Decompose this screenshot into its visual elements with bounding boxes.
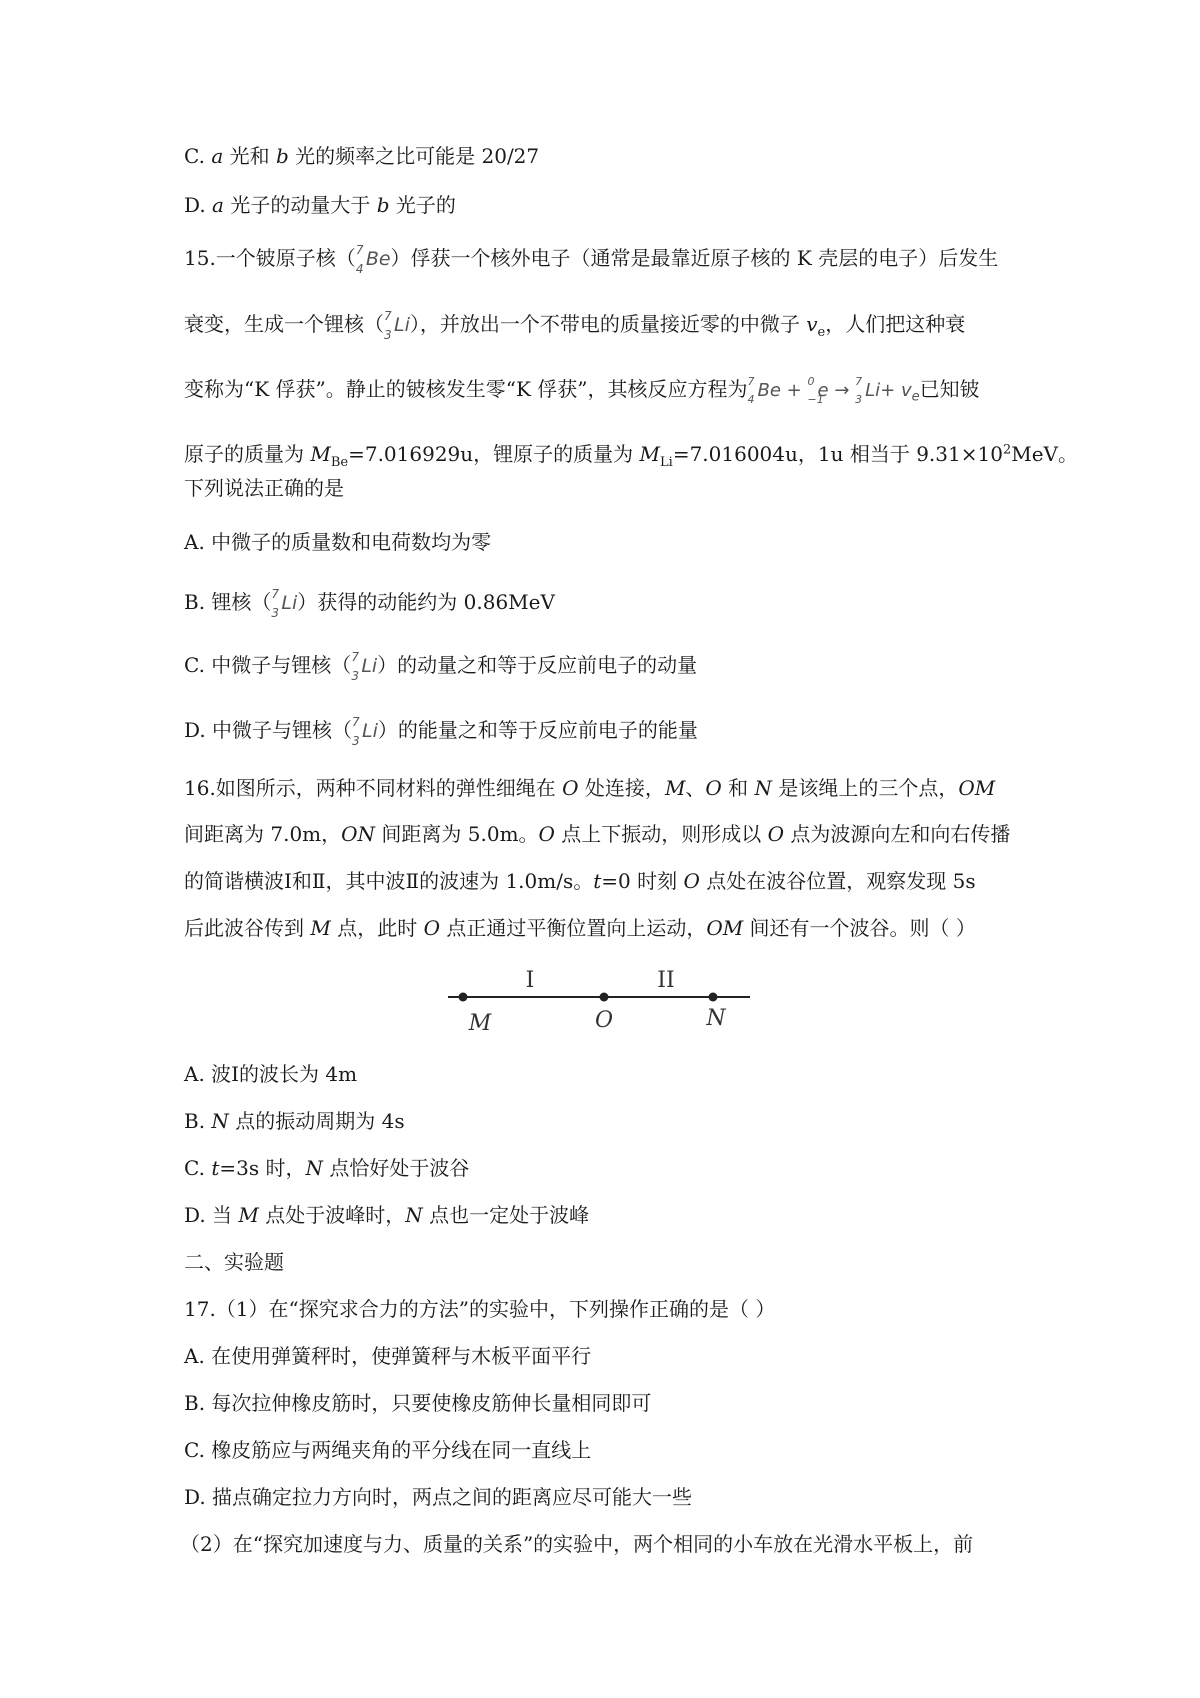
q17-part-1: 17.（1）在“探究求合力的方法”的实验中，下列操作正确的是（ ） bbox=[184, 1297, 776, 1321]
q17-option-d: D. 描点确定拉力方向时，两点之间的距离应尽可能大一些 bbox=[184, 1485, 693, 1509]
q15-line-2: 衰变，生成一个锂核（ 7 3 Li），并放出一个不带电的质量接近零的中微子 $v_e$，人们把这种衰 bbox=[184, 309, 966, 342]
beryllium-isotope: 7 4 Be bbox=[355, 243, 391, 276]
q16-option-a: A. 波Ⅰ的波长为 4m bbox=[184, 1062, 358, 1086]
lithium-isotope: 7 3 Li bbox=[351, 650, 378, 683]
q16-line-2: 间距离为 7.0m，ON 间距离为 5.0m。O 点上下振动，则形成以 O 点为波源向左和向右传播 bbox=[184, 822, 1011, 846]
point-m bbox=[459, 993, 468, 1002]
option-d-q14: D. a 光子的动量大于 b 光子的 bbox=[184, 193, 456, 217]
q17-option-c: C. 橡皮筋应与两绳夹角的平分线在同一直线上 bbox=[184, 1438, 592, 1462]
q15-line-3: 变称为“K 俘获”。静止的铍核发生零“K 俘获”，其核反应方程为 7 4 Be + 0 −1 e → 7 3 $Li+ v_e$已知铍 bbox=[184, 375, 980, 406]
q15-option-d: D. 中微子与锂核（ 7 3 Li）的能量之和等于反应前电子的能量 bbox=[184, 715, 698, 748]
nuclear-equation: 7 4 Be + 0 −1 e → 7 3 $Li+ v_e$ bbox=[747, 375, 920, 406]
q16-option-c: C. t=3s 时，N 点恰好处于波谷 bbox=[184, 1156, 470, 1180]
q17-option-a: A. 在使用弹簧秤时，使弹簧秤与木板平面平行 bbox=[184, 1344, 592, 1368]
point-n bbox=[709, 993, 718, 1002]
wave-label-1: I bbox=[525, 968, 535, 993]
q16-option-d: D. 当 M 点处于波峰时，N 点也一定处于波峰 bbox=[184, 1203, 590, 1227]
q15-option-c: C. 中微子与锂核（ 7 3 Li）的动量之和等于反应前电子的动量 bbox=[184, 650, 698, 683]
q16-line-3: 的简谐横波Ⅰ和Ⅱ，其中波Ⅱ的波速为 1.0m/s。t=0 时刻 O 点处在波谷位置，观察发现 5s bbox=[184, 869, 976, 893]
q17-option-b: B. 每次拉伸橡皮筋时，只要使橡皮筋伸长量相同即可 bbox=[184, 1391, 652, 1415]
label-o: O bbox=[594, 1008, 614, 1033]
q15-line-5: 下列说法正确的是 bbox=[184, 476, 344, 500]
q15-option-a: A. 中微子的质量数和电荷数均为零 bbox=[184, 530, 492, 554]
rope-figure bbox=[440, 965, 760, 1040]
q16-line-4: 后此波谷传到 M 点，此时 O 点正通过平衡位置向上运动，OM 间还有一个波谷。则（ ） bbox=[184, 916, 976, 940]
q17-part-2: （2）在“探究加速度与力、质量的关系”的实验中，两个相同的小车放在光滑水平板上，前 bbox=[180, 1532, 974, 1556]
lithium-isotope: 7 3 Li bbox=[352, 715, 378, 748]
wave-label-2: II bbox=[657, 968, 675, 993]
q15-line-4: 原子的质量为 $M_{Be}=7.016929u$，锂原子的质量为 $M_{Li}=7.016004u$，1u 相当于 $9.31\times 10^2MeV$。 bbox=[184, 442, 1078, 470]
q15-line-1: 15.一个铍原子核（ 7 4 Be）俘获一个核外电子（通常是最靠近原子核的 K 壳层的电子）后发生 bbox=[184, 243, 999, 276]
option-c-q14: C. a 光和 b 光的频率之比可能是 20/27 bbox=[184, 144, 540, 168]
q16-option-b: B. N 点的振动周期为 4s bbox=[184, 1109, 405, 1133]
lithium-isotope: 7 3 Li bbox=[271, 587, 298, 620]
lithium-isotope: 7 3 Li bbox=[384, 309, 410, 342]
label-m: M bbox=[468, 1011, 492, 1036]
section-heading: 二、实验题 bbox=[184, 1250, 284, 1274]
point-o bbox=[600, 993, 609, 1002]
q15-option-b: B. 锂核（ 7 3 Li）获得的动能约为 0.86MeV bbox=[184, 587, 555, 620]
label-n: N bbox=[706, 1006, 726, 1031]
q16-line-1: 16.如图所示，两种不同材料的弹性细绳在 O 处连接，M、O 和 N 是该绳上的三个点，OM bbox=[184, 776, 996, 800]
